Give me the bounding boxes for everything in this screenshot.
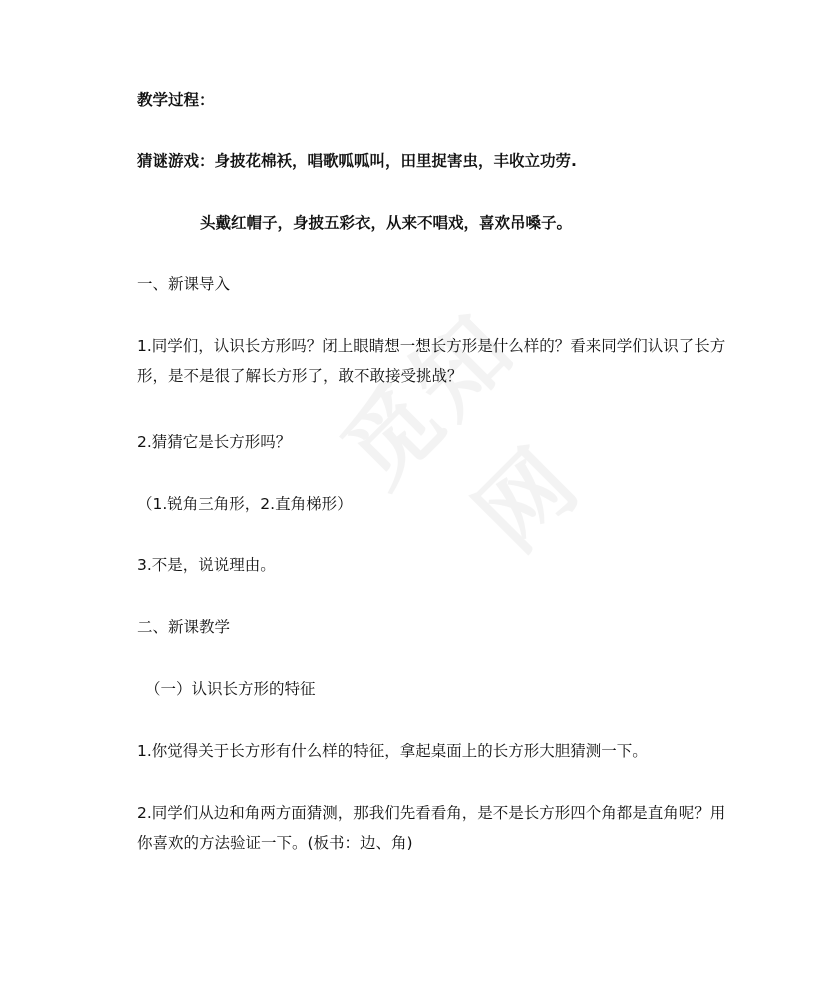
paragraph-feature-guess: 1.你觉得关于长方形有什么样的特征，拿起桌面上的长方形大胆猜测一下。 bbox=[137, 742, 648, 760]
paragraph-intro-question: 1.同学们，认识长方形吗？闭上眼睛想一想长方形是什么样的？看来同学们认识了长方形，是不是很了解长方形了，敢不敢接受挑战？ bbox=[137, 337, 726, 385]
section-heading-new-lesson-intro: 一、新课导入 bbox=[137, 275, 231, 293]
paragraph-shape-list: （1.锐角三角形，2.直角梯形） bbox=[137, 495, 353, 513]
subsection-heading-rectangle-features: （一）认识长方形的特征 bbox=[145, 680, 316, 698]
riddle-line-1: 猜谜游戏：身披花棉袄，唱歌呱呱叫，田里捉害虫，丰收立功劳. bbox=[137, 152, 577, 170]
paragraph-not-rectangle: 3.不是，说说理由。 bbox=[137, 556, 276, 574]
section-heading-new-lesson-teaching: 二、新课教学 bbox=[137, 618, 231, 636]
riddle-line-2: 头戴红帽子，身披五彩衣，从来不唱戏，喜欢吊嗓子。 bbox=[200, 214, 573, 232]
section-heading-teaching-process: 教学过程： bbox=[137, 91, 215, 109]
paragraph-verify-angles: 2.同学们从边和角两方面猜测，那我们先看看角，是不是长方形四个角都是直角呢？用你喜欢的方法验证一下。(板书：边、角) bbox=[137, 804, 726, 852]
paragraph-guess: 2.猜猜它是长方形吗？ bbox=[137, 433, 292, 451]
